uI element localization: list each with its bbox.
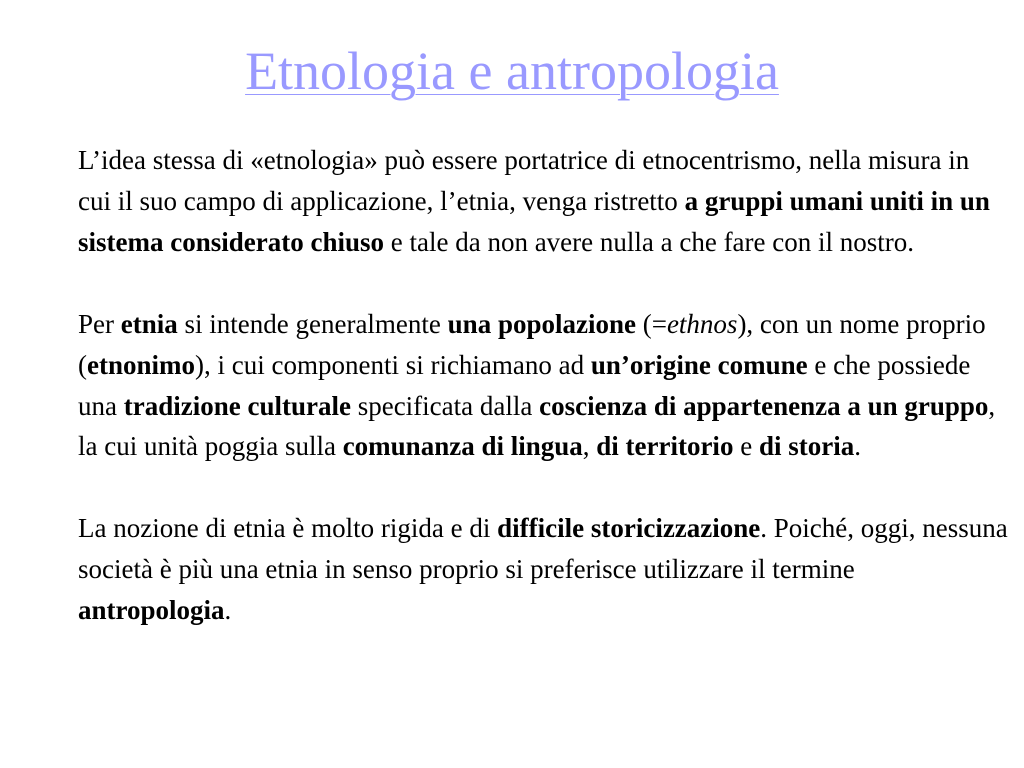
emphasis-text: una popolazione bbox=[447, 308, 636, 339]
text-span: (= bbox=[635, 308, 667, 339]
emphasis-text: un’origine comune bbox=[590, 349, 808, 380]
italic-text: ethnos bbox=[666, 308, 738, 339]
paragraph-etnologia bbox=[78, 140, 1008, 263]
text-span: e tale da non avere nulla a che fare con il nostro. bbox=[384, 226, 915, 257]
text-span: si intende generalmente bbox=[177, 308, 448, 339]
text-span: specificata dalla bbox=[350, 390, 540, 421]
emphasis-text: etnonimo bbox=[87, 349, 195, 380]
emphasis-text: coscienza di appartenenza a un gruppo bbox=[539, 390, 989, 421]
paragraph-etnia bbox=[78, 304, 1008, 468]
text-span: La nozione di etnia è molto rigida e di bbox=[78, 513, 498, 544]
text-span: ), con un nome proprio ( bbox=[78, 308, 986, 380]
text-span: . Poiché, oggi, nessuna società è più una etnia in senso proprio si preferisce utilizzare il termine bbox=[78, 513, 1008, 585]
slide-body bbox=[78, 140, 1008, 631]
text-span: e bbox=[733, 431, 759, 462]
text-span: e che possiede una bbox=[78, 349, 971, 421]
emphasis-text: di storia bbox=[758, 431, 855, 462]
emphasis-text: antropologia bbox=[78, 595, 225, 626]
paragraph-nozione bbox=[78, 508, 1008, 631]
text-span: . bbox=[854, 431, 861, 462]
emphasis-text: difficile storicizzazione bbox=[497, 513, 761, 544]
emphasis-text: comunanza di lingua bbox=[342, 431, 583, 462]
slide-title[interactable]: Etnologia e antropologia bbox=[245, 41, 779, 101]
emphasis-text: etnia bbox=[120, 308, 178, 339]
text-span: Per bbox=[78, 308, 121, 339]
emphasis-text: di territorio bbox=[596, 431, 734, 462]
text-span: , bbox=[582, 431, 597, 462]
text-span: . bbox=[224, 595, 232, 626]
emphasis-text: tradizione culturale bbox=[123, 390, 351, 421]
emphasis-text: a gruppi umani uniti in un sistema considerato chiuso bbox=[78, 185, 990, 257]
text-span: ), i cui componenti si richiamano ad bbox=[195, 349, 591, 380]
text-span: L’idea stessa di «etnologia» può essere portatrice di etnocentrismo, nella misura in cui il suo campo di applicazione, l’etnia, venga ristretto bbox=[78, 145, 970, 216]
text-span: , la cui unità poggia sulla bbox=[78, 390, 996, 462]
